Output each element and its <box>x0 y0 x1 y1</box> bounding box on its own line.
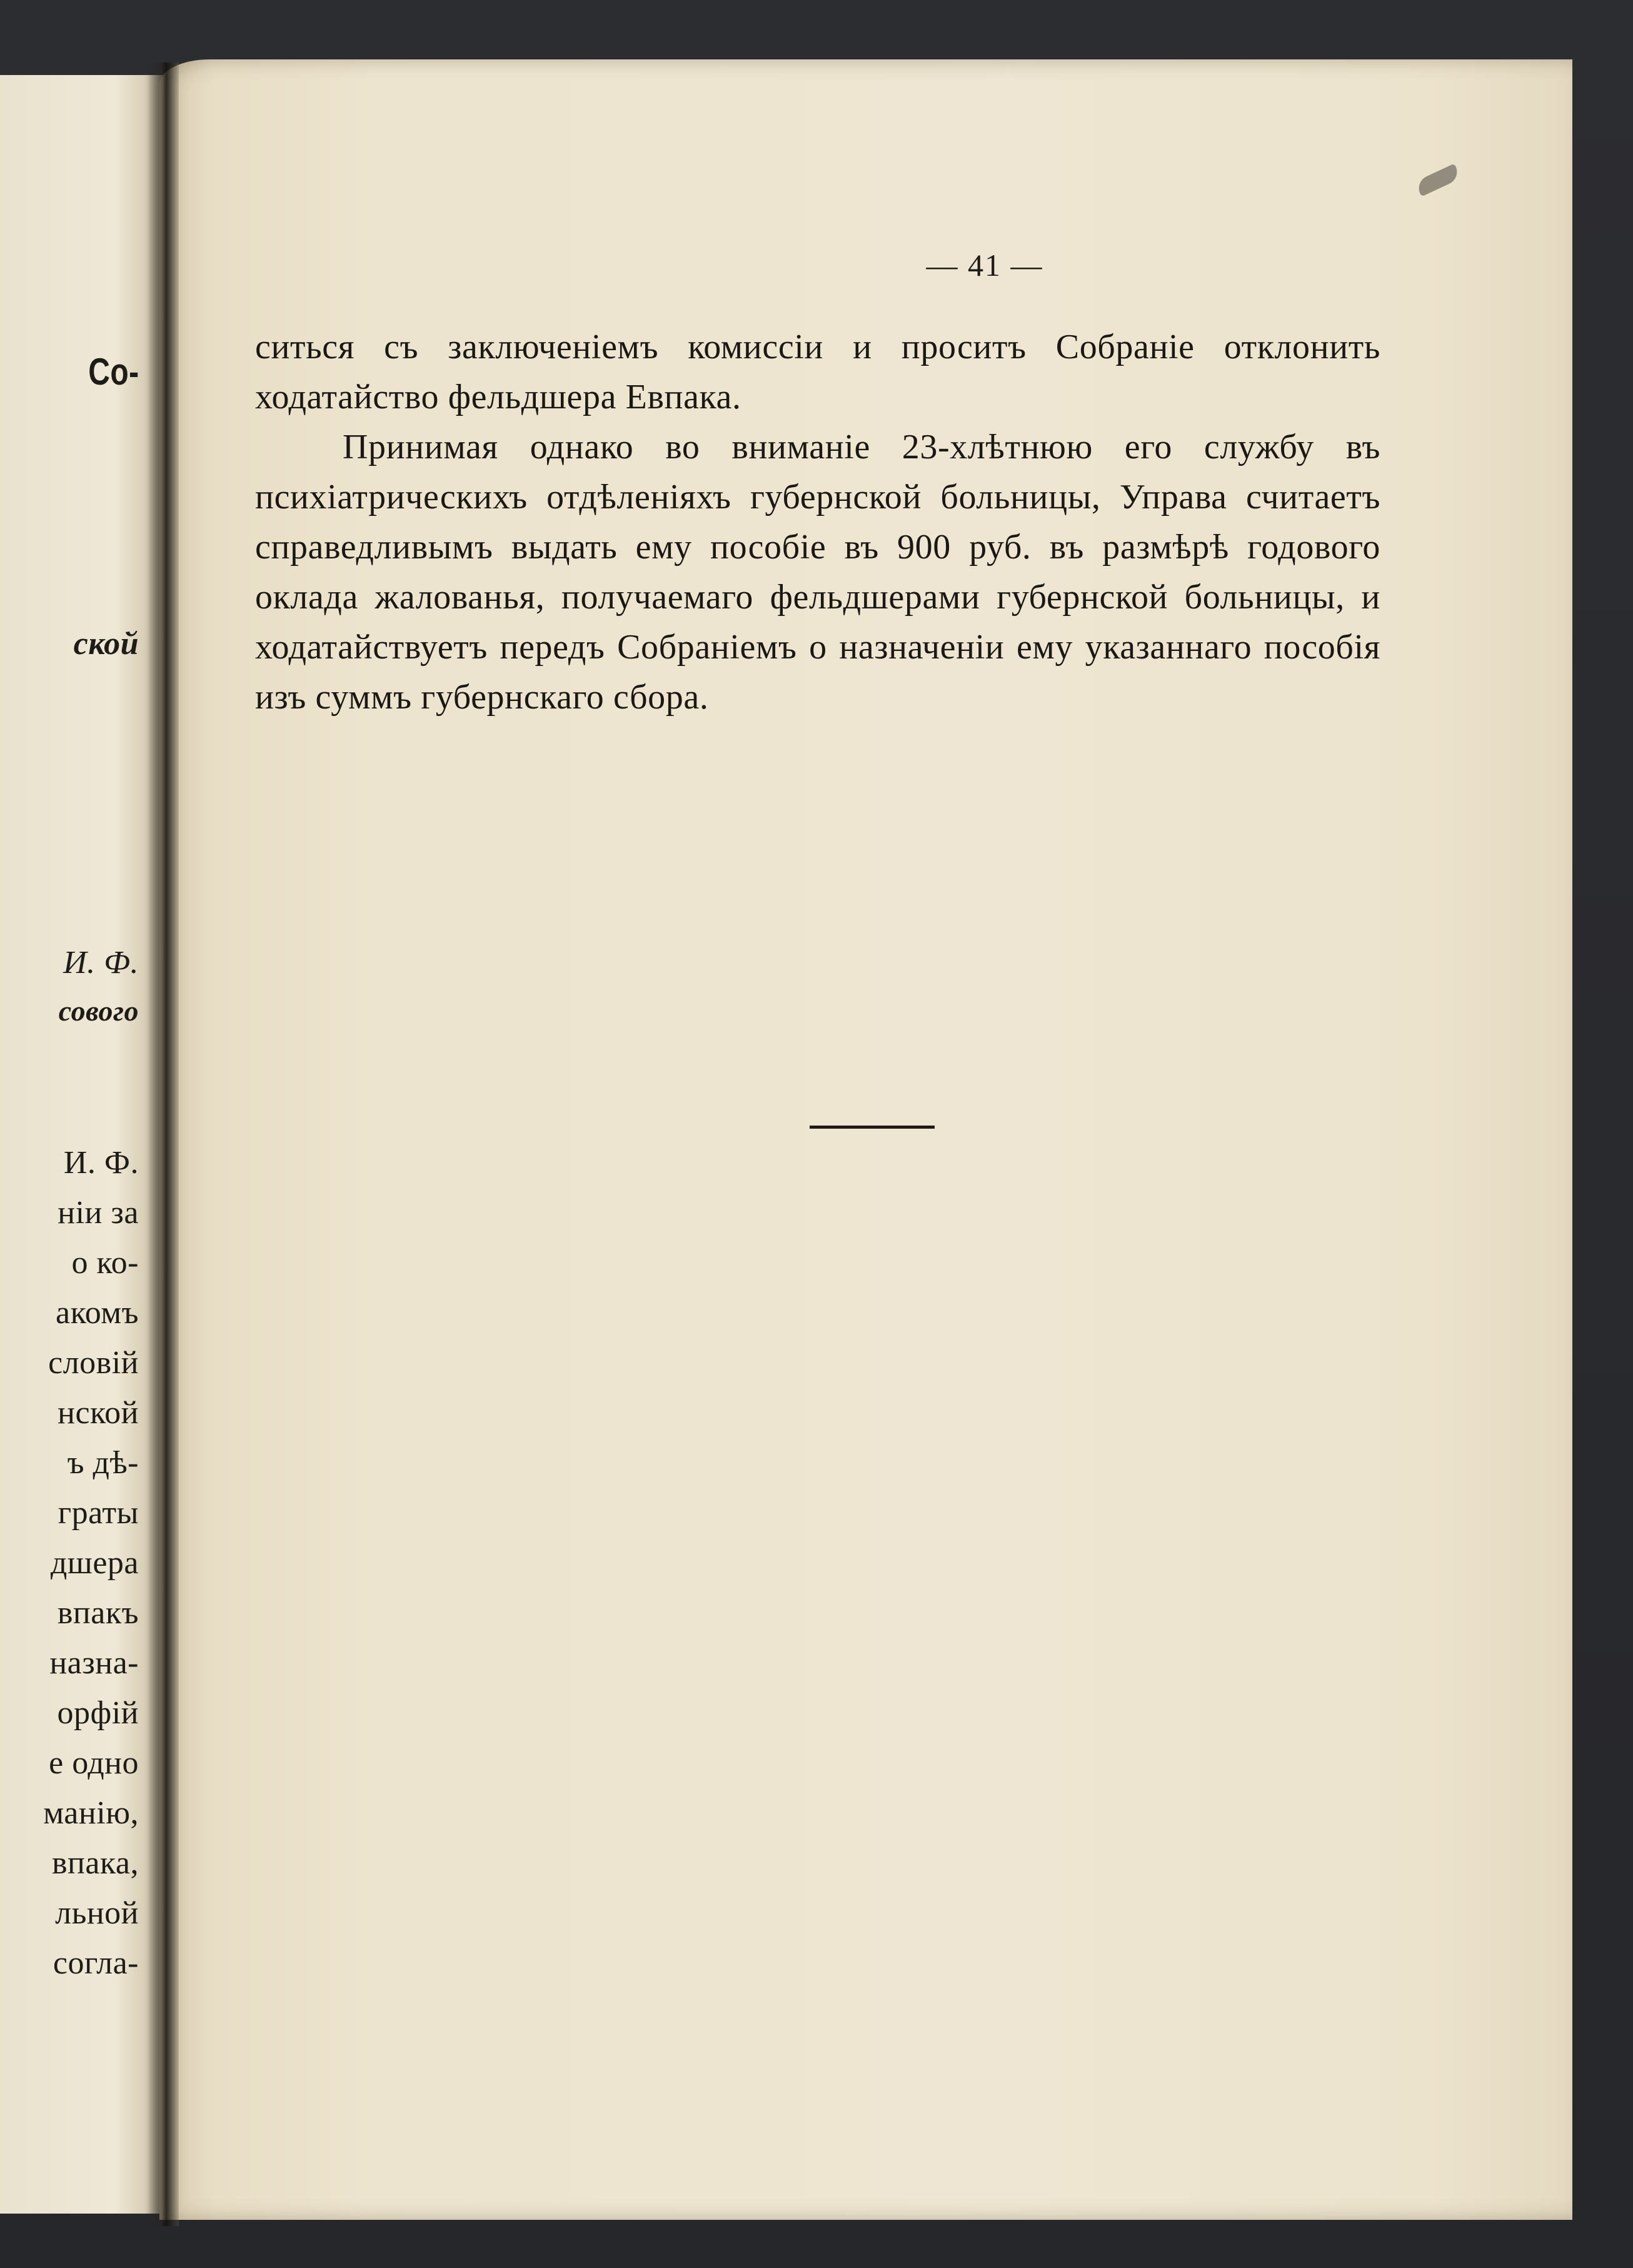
section-divider <box>810 1126 935 1129</box>
paragraph-1: ситься съ заключеніемъ комиссіи и проситъ Собраніе отклонить ходатайство фельдшера Евпака. <box>255 328 1380 416</box>
previous-page-line: впака, <box>51 1845 139 1881</box>
previous-page-line: назна- <box>49 1645 139 1681</box>
previous-page-line: дшера <box>50 1545 139 1581</box>
previous-page-line: ской <box>73 626 139 662</box>
previous-page-line: словій <box>48 1345 139 1381</box>
page-number: — 41 — <box>926 248 1043 283</box>
page-corner-mark <box>1415 163 1461 196</box>
previous-page-line: согла- <box>53 1945 139 1981</box>
previous-page-line: манію, <box>43 1795 139 1831</box>
previous-page-line: И. Ф. <box>63 945 139 980</box>
book-spine-shadow <box>148 63 179 2226</box>
previous-page-line: орфій <box>57 1695 139 1731</box>
previous-page-line: впакъ <box>57 1595 139 1631</box>
paragraph-2: Принимая однако во вниманіе 23-хлѣтнюю его службу въ психіатрическихъ отдѣленіяхъ губернской больницы, Управа считаетъ справедливымъ выдать ему пособіе въ 900 руб. въ размѣрѣ годового оклада жалованья, получаемаго фельдшерами губернской больницы, и ходатайствуетъ передъ Собраніемъ о назначеніи ему указаннаго пособія изъ суммъ губернскаго сбора. <box>255 428 1380 717</box>
previous-page-line: нской <box>58 1395 139 1431</box>
previous-page-line: ніи за <box>58 1195 139 1231</box>
previous-page-line: сового <box>58 995 139 1027</box>
previous-page-line: о ко- <box>71 1245 139 1281</box>
previous-page-line: Со- <box>88 351 139 393</box>
previous-page-line: е одно <box>49 1745 139 1781</box>
previous-page-line: И. Ф. <box>63 1145 139 1181</box>
previous-page-line: акомъ <box>55 1295 139 1331</box>
previous-page-line: ъ дѣ- <box>67 1445 139 1481</box>
previous-page-line: льной <box>55 1895 139 1931</box>
previous-page <box>0 75 164 2214</box>
page-body <box>255 322 1380 722</box>
page-41 <box>159 59 1572 2220</box>
previous-page-line: граты <box>58 1495 139 1531</box>
